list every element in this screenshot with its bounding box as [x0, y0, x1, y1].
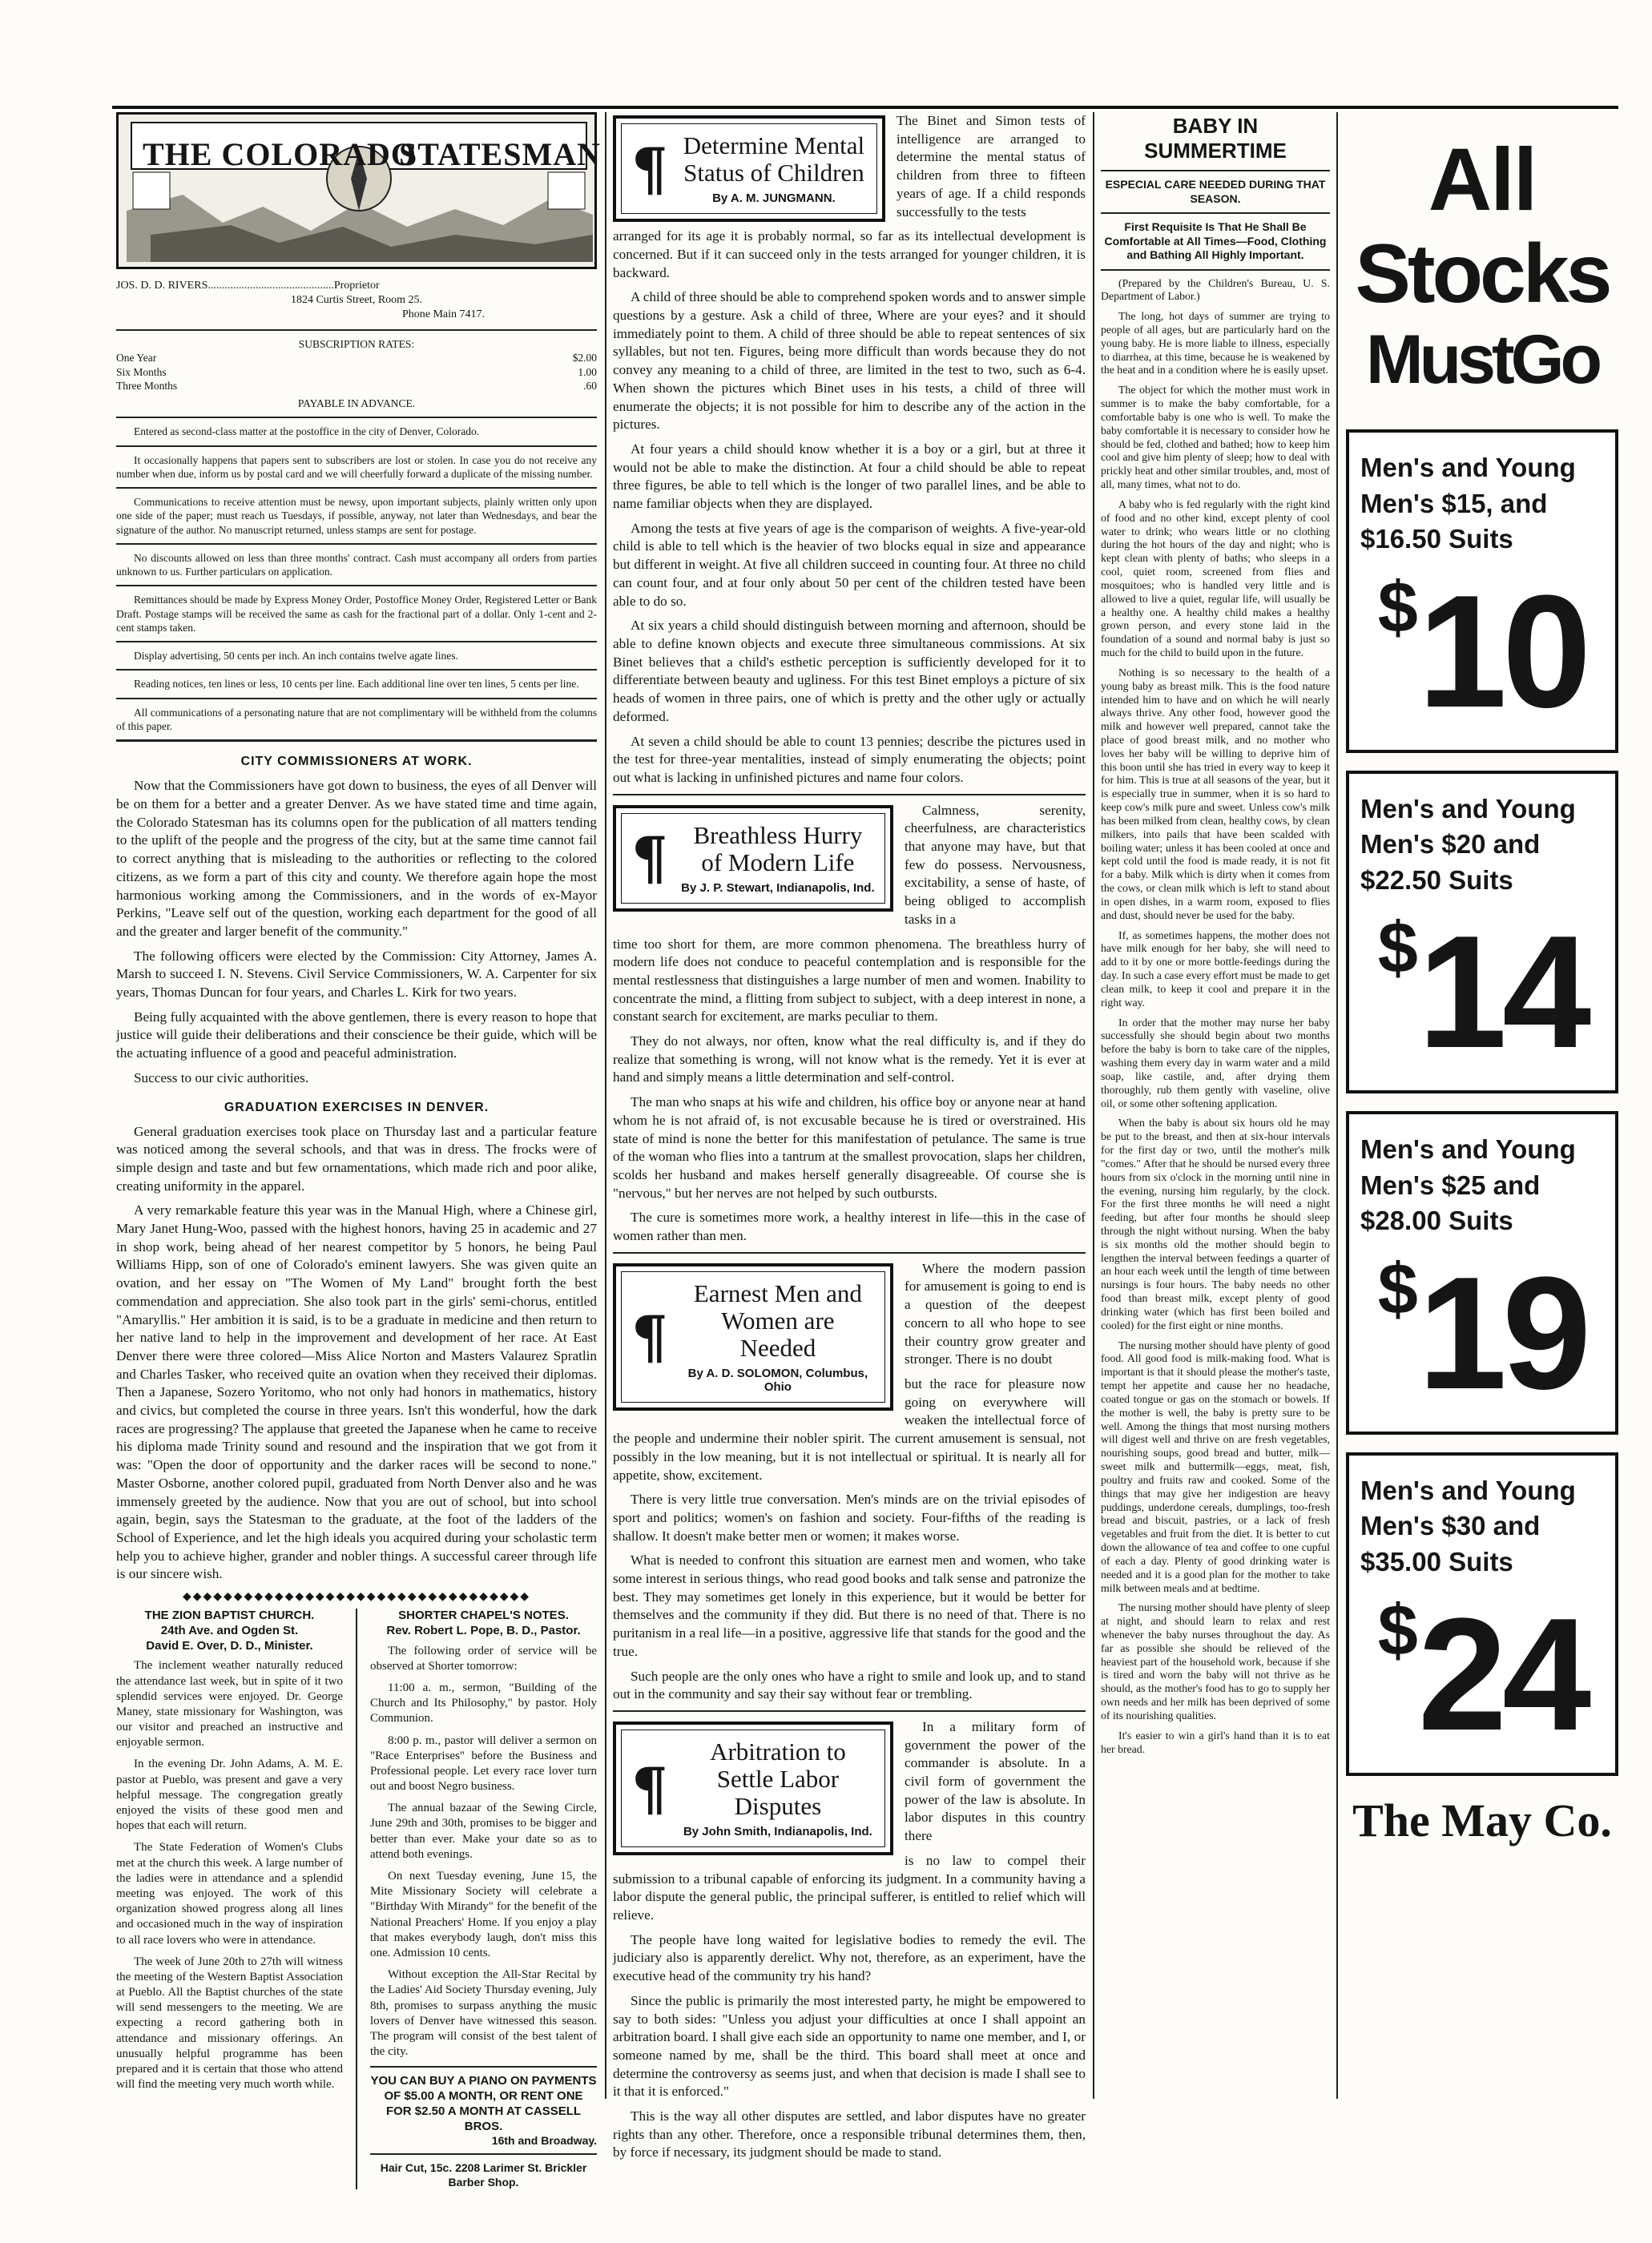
notice: No discounts allowed on less than three months' contract. Cash must accompany all orders from parties unknown to us. Further particulars on application. [116, 551, 597, 578]
divider [1101, 212, 1330, 214]
divider [370, 2153, 597, 2155]
ad-suit-price [1360, 1585, 1604, 1764]
article-title-box [613, 115, 885, 222]
subscription-rates [116, 337, 597, 411]
pilcrow-icon: ¶ [631, 1302, 668, 1371]
paragraph: The people have long waited for legislative bodies to remedy the evil. The judiciary also is apparently derelict. Why not, therefore, as an experiment, have the executive head of the community try his hand? [613, 1931, 1086, 1984]
baby-subhead: ESPECIAL CARE NEEDED DURING THAT SEASON. [1105, 178, 1326, 205]
paragraph: The following order of service will be observed at Shorter tomorrow: [370, 1644, 597, 1673]
pilcrow-icon: ¶ [631, 824, 668, 892]
ad-suit-offer [1346, 771, 1618, 1094]
rate-price: $2.00 [572, 352, 597, 364]
ad-store-name: The May Co. [1352, 1794, 1612, 1846]
article-earnest-men [613, 1260, 1086, 1704]
rates-payable: PAYABLE IN ADVANCE. [297, 397, 416, 409]
ad-price-value: 10 [1417, 562, 1587, 741]
divider [613, 794, 1086, 795]
article-byline: By A. M. JUNGMANN. [712, 191, 836, 206]
column-baby-summertime [1101, 112, 1330, 2083]
paragraph: Nothing is so necessary to the health of a young baby as breast milk. This is the food nature intended him to have and on which he will nearly always thrive. Any other food, however good the milk and however well prepared, cannot take the place of good breast milk, and no mother who loves her baby will be willing to deprive him of this boon until she has tried in every way to keep it for him. This is true at all seasons of the year, but it is especially true in summer, when it is so hard to keep cow's milk pure and sweet. Unless cow's milk has been milked from clean, healthy cows, by clean milkers, into pails that have been scalded with boiling water; unless it has been cooled at once and kept cold until the food is made ready, it is not fit for a baby. Milk which is dirty when it comes from the cows, or clean milk which is left to stand about in open dishes, in a warm room, exposed to flies and dust, should never be used for the baby. [1101, 666, 1330, 921]
piano-ad-address: 16th and Broadway. [491, 2134, 597, 2148]
paragraph: Now that the Commissioners have got down to business, the eyes of all Denver will be on them for a better and a greater Denver. As we have stated time and time again, the Colorado Statesman has its columns open for the publication of all matters tending to the uplift of the people and the progress of the city, but at the same time cannot fail to correct anything that is misleading to the authorities or reflecting to the colored citizens, as we form a part of this city and county. We therefore again hope the most harmonious working among the Commissioners, and in the words of ex-Mayor Perkins, "Leave self out of the question, working each department for the good of all and the greater and larger benefit of the community." [116, 778, 597, 939]
paragraph: is no law to compel their submission to a tribunal capable of enforcing its judgment. In a community having a labor dispute the general public, the principal sufferer, is entitled to relief which will relieve. [613, 1852, 1086, 1923]
publisher-block [116, 279, 597, 323]
paragraph: A baby who is fed regularly with the right kind of food and no other kind, except plenty of cool water to drink; who wears little or no clothing during the hot hours of the day and night; who is kept clean with plenty of baths; who sleeps in a cool, quiet room, screened from flies and mosquitoes; who is handled very little and is allowed to live a quiet, regular life, will usually be a healthy one. A healthy child makes a healthy grown person, and every stone laid in the foundation of a sound and normal baby is just so much for the child to build upon in the future. [1101, 497, 1330, 659]
column-editorial [116, 112, 602, 2189]
paragraph: They do not always, nor often, know what the real difficulty is, and if they do realize that something is wrong, will not know what is the remedy. Yet it is ever at hand and simply means a little determination and self-control. [613, 1033, 1086, 1085]
paragraph: General graduation exercises took place on Thursday last and a particular feature was noticed among the several schools, and that was in dress. The frocks were of simple design and taste and but few ornamentations, which made rich and poor alike, creating uniformity in the apparel. [116, 1123, 597, 1194]
ad-suit-label: Men's and Young Men's $30 and $35.00 Suits [1360, 1475, 1576, 1577]
paragraph: What is needed to confront this situation are earnest men and women, who take some interest in serious things, who read good books and talk sense and patronize the best. They may sometimes get lonely in this experience, but it would be better for themselves and the community if they did. But there is no need of that. There is no puritanism in a real life—in a positive, aggressive life that stands for the good and the true. [613, 1552, 1086, 1659]
rate-row [116, 365, 597, 380]
zion-baptist-notes [116, 1609, 343, 2189]
article-mental-status [613, 112, 1086, 787]
paragraph: It's easier to win a girl's hand than it is to eat her bread. [1101, 1729, 1330, 1755]
paragraph: A very remarkable feature this year was in the Manual High, where a Chinese girl, Mary Janet Hung-Woo, passed with the highest honors, having 25 in academic and 27 in shop work, being ahead of her nearest competitor by 5 honors, he being Paul Williams Hipp, son of one of Colorado's eminent lawyers. She was given quite an ovation, and her essay on "The Women of My Land" brought forth the best commendation and appreciation. She also took part in the girls' semi-chorus, entitled "Amaryllis." Her ambition it is said, is to be a graduate in medicine and then return to her native land to help in the improvement and development of her race. At East Denver there were three colored—Miss Alice Norton and Masters Valaurez Spratlin and Charles Tasker, who received quite an ovation when they received their diplomas. Then a Japanese, Sozero Yoritomo, who not only had honors in mathematics, history and civics, but completed the course in three years. Isn't this wonderful, how the dark races are progressing? The applause that greeted the Japanese when he came to receive his diploma made Trinity sound and resound and the inspiration that we got from it was: "Open the door of opportunity and the darker races will be second to none." Master Osborne, another colored pupil, graduated from North Denver also and he was immensely greeted by the audience. Now that you are out of school, but into school again, begin, says the Statesman to the graduate, at the foot of the ladders of the School of Experience, and let the high ideals you acquired during your scholastic term help you to achieve higher, grander and nobler things. A successful career through life is our sincere wish. [116, 1202, 597, 1582]
paragraph: Since the public is primarily the most interested party, he might be empowered to say to both sides: "Unless you adjust your difficulties at once I shall appoint an arbitration board. I shall give each side an opportunity to name one member, and I, or someone named by me, shall be the third. This board shall meet at once and determine the controversy as seems just, and when that decision is made I shall see to it that it is enforced." [613, 1992, 1086, 2100]
ad-price-value: 24 [1417, 1585, 1587, 1764]
shorter-title: SHORTER CHAPEL'S NOTES. [398, 1609, 569, 1623]
ornament-divider: ◆◆◆◆◆◆◆◆◆◆◆◆◆◆◆◆◆◆◆◆◆◆◆◆◆◆◆◆◆◆◆◆◆◆ [182, 1591, 531, 1604]
notice: Entered as second-class matter at the postoffice in the city of Denver, Colorado. [134, 425, 480, 438]
article-title-box [613, 805, 893, 912]
paragraph: In order that the mother may nurse her baby successfully she should begin about two months before the baby is born to take care of the nipples, washing them every day in warm water and a mild soap, like castile, and, after drying them thoroughly, rub them gently with vaseline, olive oil, or some other softening application. [1101, 1016, 1330, 1109]
paragraph: The nursing mother should have plenty of good food. All good food is milk-making food. What is important is that it should please the mother's taste, tempt her appetite and cause her no headache, coated tongue or gas on the stomach or bowels. If the mother is well, the baby is pretty sure to be well. Among the things that most nursing mothers will digest well and thrive on are fresh vegetables, nourishing soups, good bread and butter, milk—sweet milk and buttermilk—eggs, meat, fish, poultry and fruits raw and cooked. Some of the things that may give her indigestion are heavy puddings, underdone cereals, dumplings, too-fresh bread and biscuit, pastries, or a lack of fresh vegetables and fruit from the diet. It is better to cut down the allowance of tea and coffee to one cupful of each a day. Plenty of good drinking water is needed and it is a good plan for the mother to take milk between meals and at bedtime. [1101, 1339, 1330, 1594]
baby-headline: BABY IN SUMMERTIME [1144, 114, 1287, 163]
paragraph: At seven a child should be able to count 13 pennies; describe the pictures used in the test for three-year mentalities, instead of simply enumerating the objects; point out what is lacking in unfinished pictures and name four colors. [613, 733, 1086, 785]
paragraph: This is the way all other disputes are settled, and labor disputes have no greater rights than any other. Therefore, once a responsible tribunal determines them, then, by force if necessary, its judgment should be made to stand. [613, 2108, 1086, 2160]
dollar-sign: $ [1377, 567, 1418, 648]
top-rule [112, 106, 1618, 109]
notice: All communications of a personating nature that are not complimentary will be withheld from the columns of this paper. [116, 706, 597, 733]
zion-subtitle: 24th Ave. and Ogden St. [160, 1623, 299, 1637]
paragraph: There is very little true conversation. Men's minds are on the trivial episodes of sport and politics; women's on fashion and society. Four-fifths of the reading is shallow. It doesn't make better men or women; it makes worse. [613, 1492, 1086, 1544]
notices [116, 425, 597, 733]
notice: Remittances should be made by Express Money Order, Postoffice Money Order, Registered Letter or Bank Draft. Postage stamps will be received the same as cash for the fractional part of a dollar. Only 1-cent and 2-cent stamps taken. [116, 594, 597, 634]
notice: It occasionally happens that papers sent to subscribers are lost or stolen. In case you do not receive any number when due, inform us by postal card and we will cheerfully forward a duplicate of the missing number. [116, 453, 597, 480]
ad-suit-offer [1346, 1452, 1618, 1776]
divider [116, 445, 597, 447]
paragraph: time too short for them, are more common phenomena. The breathless hurry of modern life does not conduce to peaceful contemplation and is responsible for the mental restlessness that distinguishes a large number of men and women. Inability to concentrate the mind, a flitting from subject to subject, with a deep interest in none, a constant search for excitement, are marks peculiar to them. [613, 936, 1086, 1025]
zion-title: THE ZION BAPTIST CHURCH. [144, 1609, 315, 1623]
baby-deck: First Requisite Is That He Shall Be Comfortable at All Times—Food, Clothing and Bathing All Highly Important. [1104, 220, 1327, 261]
paragraph: The object for which the mother must work in summer is to make the baby comfortable, for a comfortable baby is one who is well. To make the baby comfortable it is necessary to consider how he should be fed, clothed and bathed; how to keep him cool and give him plenty of sleep; how to deal with prickly heat and other similar troubles, and, most of all, many times, what not to do. [1101, 384, 1330, 491]
divider [116, 585, 597, 586]
column-rule [605, 112, 606, 2099]
divider [613, 1710, 1086, 1712]
article-breathless-hurry [613, 802, 1086, 1246]
rate-price: 1.00 [578, 365, 597, 378]
headline-graduation: GRADUATION EXERCISES IN DENVER. [224, 1100, 490, 1114]
paragraph: The inclement weather naturally reduced the attendance last week, but in spite of it two splendid services were enjoyed. Dr. George Maney, state missionary for Washington, was our visitor and preached an instructive and enjoyable sermon. [116, 1659, 343, 1750]
ad-headline-line: MustGo [1365, 321, 1599, 398]
article-byline: By John Smith, Indianapolis, Ind. [683, 1825, 872, 1839]
shorter-subtitle: Rev. Robert L. Pope, B. D., Pastor. [386, 1623, 581, 1637]
paragraph: Success to our civic authorities. [134, 1069, 309, 1085]
masthead [116, 112, 602, 269]
paragraph: Being fully acquainted with the above gentlemen, there is every reason to hope that justice will guide their deliberations and their conscience be their guide, which will be the actuating influence of a good and peaceful administration. [116, 1009, 597, 1061]
column-articles [613, 112, 1086, 2160]
ad-headline-line: All [1428, 131, 1537, 229]
paragraph: The Binet and Simon tests of intelligence are arranged to determine the mental status of children from three to fifteen years of age. If a child responds successfully to the tests [897, 113, 1086, 219]
divider [116, 487, 597, 489]
ad-suit-price [1360, 562, 1604, 741]
may-co-advertisement [1346, 112, 1618, 2083]
piano-ad: YOU CAN BUY A PIANO ON PAYMENTS OF $5.00 A MONTH, OR RENT ONE FOR $2.50 A MONTH AT CASSELL BROS. [370, 2074, 597, 2133]
paragraph: If, as sometimes happens, the mother does not have milk enough for her baby, she will need to add to it by one or more bottle-feedings during the day. In such a case every effort must be made to get clean milk, to keep it cool and prepare it in the right way. [1101, 928, 1330, 1009]
ad-suit-price [1360, 903, 1604, 1082]
paragraph: Among the tests at five years of age is the comparison of weights. A five-year-old child is able to tell which is the heavier of two blocks equal in size and appearance but different in weight. At five all children succeed in counting four. At three no child can count four, and at four only about 50 per cent of the children tested have been able to do so. [613, 520, 1086, 609]
divider [116, 329, 597, 331]
notice: Reading notices, ten lines or less, 10 cents per line. Each additional line over ten lines, 5 cents per line. [134, 678, 579, 691]
paragraph: On next Tuesday evening, June 15, the Mite Missionary Society will celebrate a "Birthday With Mirandy" for the benefit of the National Preachers' Home. If you enjoy a play that makes everybody laugh, don't miss this one. Admission 10 cents. [370, 1870, 597, 1959]
article-byline: By A. D. SOLOMON, Columbus, Ohio [687, 1367, 868, 1395]
article-title: Determine Mental Status of Children [683, 131, 865, 187]
article-title-box [613, 1722, 893, 1855]
divider [1101, 269, 1330, 271]
rate-label: Three Months [116, 380, 178, 393]
shorter-chapel-notes [370, 1609, 597, 2189]
ad-suit-label: Men's and Young Men's $25 and $28.00 Suits [1360, 1134, 1576, 1236]
ad-suit-label: Men's and Young Men's $20 and $22.50 Suits [1360, 793, 1576, 895]
divider [116, 417, 597, 418]
paragraph: arranged for its age it is probably normal, so far as its intellectual development is concerned. But if it can succeed only in the tests arranged for younger children, it is backward. [613, 228, 1086, 280]
paragraph: At six years a child should distinguish between morning and afternoon, should be able to define known objects and execute three simultaneous commissions. At six Binet believes that a child's esthetic perception is sufficiently developed for it to differentiate between beauty and ugliness. For this test Binet employs a picture of six heads of women in three pairs, one of which is pretty and the other ugly or actually deformed. [613, 618, 1086, 724]
article-arbitration [613, 1718, 1086, 2162]
divider [370, 2066, 597, 2068]
ad-price-list [1346, 429, 1618, 1776]
ad-headline-line: Stocks [1355, 228, 1610, 320]
paragraph: The following officers were elected by the Commission: City Attorney, James A. Marsh to succeed I. N. Stevens. Civil Service Commissioners, W. A. Carpenter for six years, Thomas Duncan for four years, and Charles L. Kirk for two years. [116, 948, 597, 1001]
rate-label: One Year [116, 352, 157, 364]
dollar-sign: $ [1377, 1590, 1418, 1671]
headline-city-commissioners: CITY COMMISSIONERS AT WORK. [240, 755, 473, 769]
paragraph: The cure is sometimes more work, a healthy interest in life—this in the case of women rather than men. [613, 1210, 1086, 1244]
ad-price-value: 19 [1417, 1243, 1587, 1423]
baby-credit: (Prepared by the Children's Bureau, U. S. Department of Labor.) [1101, 276, 1330, 303]
notice: Communications to receive attention must be newsy, upon important subjects, plainly written only upon one side of the paper; must reach us Tuesdays, if possible, anyway, not later than Wednesdays, and bear the signature of the author. No manuscript returned, unless stamps are sent for postage. [116, 496, 597, 536]
pilcrow-icon: ¶ [631, 1754, 668, 1822]
rate-label: Six Months [116, 365, 167, 378]
publisher-address: 1824 Curtis Street, Room 25. [290, 294, 423, 307]
divider [116, 698, 597, 699]
divider [613, 1252, 1086, 1254]
article-title-box [613, 1263, 893, 1411]
article-title: Arbitration to Settle Labor Disputes [710, 1737, 846, 1821]
divider [1101, 170, 1330, 171]
paragraph: When the baby is about six hours old he may be put to the breast, and then at six-hour intervals for the first day or two, until the mother's milk "comes." After that he should be nursed every three hours from six o'clock in the morning until nine in the evening, nursing him regularly, by the clock. For the first three months he will need a night feeding, but after four months he should sleep through the night without nursing. When the baby is six months old the mother should begin to lengthen the interval between feedings a quarter of an hour each week until the length of time between nursings is four hours. The baby needs no other food than breast milk, except plenty of good drinking water (which has first been boiled and cooled) for the first eight or nine months. [1101, 1117, 1330, 1331]
masthead-title-left: THE COLORADO [143, 136, 417, 172]
paragraph: 8:00 p. m., pastor will deliver a sermon on "Race Enterprises" before the Business and Professional people. Let every race lover turn out and boost Negro business. [370, 1734, 597, 1794]
ad-suit-offer [1346, 429, 1618, 753]
pilcrow-icon: ¶ [631, 134, 668, 203]
paragraph: 11:00 a. m., sermon, "Building of the Church and Its Philosophy," by pastor. Holy Communion. [370, 1681, 597, 1726]
rate-row [116, 351, 597, 365]
publisher-line: JOS. D. D. RIVERS.............................................Proprietor [116, 280, 380, 292]
rates-heading: SUBSCRIPTION RATES: [298, 337, 415, 350]
publisher-phone: Phone Main 7417. [401, 308, 485, 321]
article-title: Earnest Men and Women are Needed [693, 1279, 862, 1362]
dollar-sign: $ [1377, 908, 1418, 989]
paragraph: Such people are the only ones who have a right to smile and look up, and to stand out in the community and say their say without fear or trembling. [613, 1668, 1086, 1702]
paragraph: The annual bazaar of the Sewing Circle, June 29th and 30th, promises to be bigger and better than ever. Make your date so as to attend both evenings. [370, 1802, 597, 1861]
paragraph: The State Federation of Women's Clubs met at the church this week. A large number of the ladies were in attendance and a splendid meeting was enjoyed. The work of this organization showed progress along all lines and occasioned much in the way of inspiration to all race lovers who were in attendance. [116, 1841, 343, 1947]
divider [116, 669, 597, 670]
ad-suit-label: Men's and Young Men's $15, and $16.50 Suits [1360, 453, 1576, 554]
ad-headline [1346, 131, 1618, 398]
rate-row [116, 379, 597, 393]
ad-suit-price [1360, 1243, 1604, 1423]
paragraph: but the race for pleasure now going on everywhere will weaken the intellectual force of the people and undermine their nobler spirit. The current amusement is sensual, not possibly in the low meaning, but it is not intellectual or spiritual. It is nearly all for appetite, show, excitement. [613, 1376, 1086, 1483]
divider [116, 641, 597, 642]
column-divider [356, 1609, 357, 2189]
ad-suit-offer [1346, 1111, 1618, 1435]
barber-ad: Hair Cut, 15c. 2208 Larimer St. Brickler Barber Shop. [380, 2161, 587, 2189]
column-rule [1093, 112, 1094, 2099]
paragraph: The long, hot days of summer are trying to people of all ages, but are particularly hard on the young baby. He is more liable to illness, especially to diarrhea, at this time, because he is weakened by the heat and in a condition where he is easily upset. [1101, 310, 1330, 377]
paragraph: Without exception the All-Star Recital by the Ladies' Aid Society Thursday evening, July 8th, promises to surpass anything the music lovers of Denver have witnessed this season. The program will consist of the best talent of the city. [370, 1968, 597, 2059]
dollar-sign: $ [1377, 1249, 1418, 1330]
zion-minister: David E. Over, D. D., Minister. [146, 1638, 313, 1653]
article-title: Breathless Hurry of Modern Life [693, 820, 863, 876]
divider [116, 543, 597, 545]
notice: Display advertising, 50 cents per inch. An inch contains twelve agate lines. [134, 650, 458, 662]
paragraph: The nursing mother should have plenty of sleep at night, and should learn to relax and rest whenever the baby nurses throughout the day. As far as possible she should be relieved of the heaviest part of the household work, because if she is tired and worn the baby will not thrive as he should, as the mother's food has to go to supply her own needs and her milk has been deprived of some of its nourishing qualities. [1101, 1601, 1330, 1722]
paragraph: In the evening Dr. John Adams, A. M. E. pastor at Pueblo, was present and gave a very helpful message. The congregation greatly enjoyed the visits of these good men and hopes that each will return. [116, 1758, 343, 1833]
ad-price-value: 14 [1417, 903, 1587, 1082]
paragraph: In a military form of government the power of the commander is absolute. In a civil form of government the power of the law is absolute. In labor disputes in this country there [905, 1718, 1086, 1844]
masthead-title-right: STATESMAN [399, 136, 602, 172]
paragraph: At four years a child should know whether it is a boy or a girl, but at three it would not be able to make the distinction. At four a child should be able to repeat three figures, be able to tell which is the longer of two parallel lines, and be able to name familiar objects when they are displayed. [613, 441, 1086, 512]
paragraph: Calmness, serenity, cheerfulness, are characteristics that anyone may have, but that few do possess. Nervousness, excitability, a sense of haste, of being obliged to accomplish tasks in a [905, 802, 1086, 927]
column-rule [1336, 112, 1338, 2099]
article-byline: By J. P. Stewart, Indianapolis, Ind. [681, 880, 875, 895]
rate-price: .60 [583, 380, 597, 393]
divider [116, 739, 597, 742]
paragraph: The man who snaps at his wife and children, his office boy or anyone near at hand whom he is not afraid of, is not excusable because he is tired or overstrained. His state of mind is none the better for this manifestation of petulance. The same is true of the woman who flies into a tantrum at the smallest provocation, slaps her children, scolds her husband and makes herself generally disagreeable. Of course she is "nervous," but her nerves are not helped by such outbursts. [613, 1094, 1086, 1201]
church-notes [116, 1609, 597, 2189]
paragraph: Where the modern passion for amusement is going to end is a question of the deepest concern to all who hope to see their country grow greater and stronger. There is no doubt [905, 1260, 1086, 1367]
paragraph: The week of June 20th to 27th will witness the meeting of the Western Baptist Association at Pueblo. All the Baptist churches of the state will send messengers to the meeting. We are expecting a record gathering both in attendance and missionary offerings. An unusually helpful programme has been prepared and it is certain that those who attend will find the meeting very much worth while. [116, 1955, 343, 2092]
paragraph: A child of three should be able to comprehend spoken words and to answer simple questions by a gesture. Ask a child of three, Where are your eyes? and it should immediately point to them. A child of three should be able to repeat sentences of six syllables, but not ten. Figures, being more difficult than words because they do not convey any meaning to a child of three, are limited in the test to two, such as 6-4. When shown the pictures which Binet uses in his tests, a child of three will enumerate the objects; it is not possible for him to describe any of the action in the pictures. [613, 289, 1086, 433]
